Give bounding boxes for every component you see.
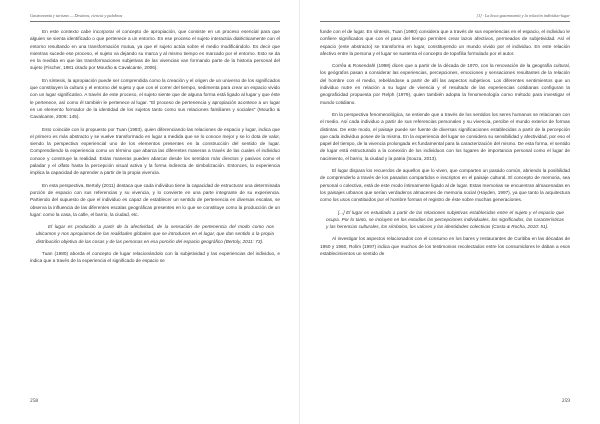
right-running-header: [1] · La boca gastronomía y la relación individuo-lugar [476, 13, 570, 18]
paragraph: Corrêa & Rosendahl (1998) dicen que a partir de la década de 1970, con la renovación de la geografía cultural, los geógrafos pasan a considerar las experiencias, percepciones, emociones y sensaciones resultantes de la relación del hombre con el medio, rebelándose a partir de allí las aspectos subjetivos. Los diferentes sentimientos que un individuo nutre en relación a su lugar de vivencia y el resultado de las experiencias cotidianas configuran la geograficidad propuesta por Relph (1979), quien también adopta la fenomenología como método para investigar el mundo cotidiano. [320, 63, 570, 105]
block-quote: El lugar es producido a partir de la afectividad, de la sensación de pertenencia del modo como nos ubicamos y nos apropiamos de las realidades globales que se introducen en el lugar, que dan sentido a la propia distribución objetiva de las cosas y de las personas en esa porción del espacio geográfico (Bertoly, 2011: 73). [36, 224, 274, 244]
paragraph: Esto coincide con lo propuesto por Tuan (1983), quien diferenciando las relaciones de espacio y lugar, indica que el primero es más abstracto y se vuelve transformado en lugar a medida que se lo conoce mejor y se lo dota de valor, siendo la perspectiva experiencial uno de los elementos presentes en la construcción del sentido de lugar. Comprendiendo la experiencia como un término que abarca las diferentes maneras a través de las cuales el individuo conoce y construye la realidad. Estas maneras pueden abarcar desde los sentidos más directos y pasivos como el paladar y el olfato hasta la percepción visual activa y la forma indirecta de simbolización. Entonces, la experiencia implica la capacidad de aprender a partir de la propia vivencia. [30, 126, 280, 176]
right-page-body [320, 28, 570, 384]
paragraph: funde con el de lugar. En síntesis, Tuan (1980) considera que a través de sus experiencias en el espacio, el individuo le confiere significados que con el paso del tiempo permiten crear lazos afectivos, permeados de subjetividad. Así el espacio (ente abstracto) se transforma en lugar, constituyendo un mundo vivido por el individuo. En este relación afectivo entre la persona y el lugar se sustenta el concepto de topofilia formulado por el autor. [320, 29, 570, 56]
paragraph: El lugar dispara los recuerdos de aquellos que lo viven, que comparten un pasado común, abriendo la posibilidad de comprenderlo a través de los pasados compartidos e inscriptos en el paisaje cultural. El concepto de memoria, sea personal o colectiva, está de este modo íntimamente ligado al de lugar. Estas memorias se encuentran almacenadas en los paisajes urbanos que serían verdaderos almacenes de memoria social (Hayden, 1997), ya que tanto la arquitectura como los usos constituidos por el hombre forman el registro de éste sobre muchas generaciones. [320, 168, 570, 203]
paragraph: Al investigar los aspectos relacionados con el consumo en los bares y restaurantes de Curitiba en las décadas de 1950 y 1960, Rolim (1997) indica que muchos de los testimonios recolectados entre los consumidores le daban a esos establecimientos un sentido de [320, 236, 570, 257]
left-page-number: 258 [30, 398, 39, 404]
paragraph: En la perspectiva fenomenológica, se entiende que a través de los sentidos los seres humanos se relacionan con el medio. Así cada individuo a partir de sus referencias personales y su vivencia, percibe el mundo exterior de formas distintas. De este modo, el paisaje puede ser fuente de diversas significaciones establecidas a partir de la percepción que cada individuo posee de la misma. En la experiencia del lugar se considera su sensibilidad y afectividad, por eso el papel del tiempo, de la vivencia prolongada es fundamental para la caracterización del mismo. De esta forma, el sentido de lugar está estructurado a la conexión de los individuos con los lugares de importancia personal como el lugar de nacimiento, el barrio, la ciudad y la patria (Souza, 2013). [320, 111, 570, 161]
left-page-body [30, 28, 280, 384]
right-page-number: 259 [561, 398, 570, 404]
left-header-rule [30, 21, 280, 22]
paragraph: En este contexto cabe incorporar el concepto de apropiación, que consiste en un proceso esencial para que alguien se sienta identificado o que pertenece a un entorno. En ese proceso el sujeto interactúa dialécticamente con el entorno resultando en una transformación mutua, ya que el sujeto actúa sobre el medio modificándolo. Es decir que mientras sucede ese proceso, el sujeto va dejando su marca y al mismo tiempo es marcado por el entorno. Esto se da en la medida en que las transformaciones subjetivas de las vivencias van formando parte de la historia personal del sujeto (Fischer, 1981 citado por Mourão & Cavalcante, 2006). [30, 29, 280, 71]
paragraph: Tuan (1980) aborda el concepto de lugar relacionándolo con la subjetividad y las experiencias del individuo, e indica que a través de la experiencia el significado de espacio se [30, 251, 280, 264]
right-page [300, 0, 600, 424]
paragraph: En síntesis, la apropiación puede ser comprendida como la creación y el origen de un universo de los significados que constituyen la cultura y el entorno del sujeto y que con el correr del tiempo, sedimenta para crear un espacio vivido con un lugar significativo. A través de este proceso, el sujeto siente que de alguna forma está ligado al lugar y que éste le pertenece, así como él también le pertenece al lugar. "El proceso de pertenencia y apropiación acontece a un lugar en un elemento formador de la identidad de los sujetos tanto como sus relaciones familiares y sociales" (Mourão & Cavalcante, 2006: 145). [30, 77, 280, 120]
block-quote: [...] El lugar es estudiado a partir de las relaciones subjetivas establecidas entre el sujeto y el espacio que ocupa. Por lo tanto, se incluyen en los estudios las percepciones individuales, los significados, las características y las herencias culturales, los símbolos, los valores y las identidades colectivas (Costa & Rocha, 2010: 51). [326, 209, 564, 230]
right-header-rule [320, 21, 570, 22]
paragraph: En esta perspectiva, Bertoly (2011) destaca que cada individuo tiene la capacidad de estructurar una determinada porción de espacio con sus referencias y su vivencia, y lo convierte en una parte integrante de su experiencia. Partiendo del supuesto de que el individuo es capaz de establecer un sentido de pertenencia en diversas escalas, se observa la influencia de las diferentes escalas geográficas presentes en lo que se constituye como la producción de un lugar: como la casa, la calle, el barrio, la ciudad, etc. [30, 182, 280, 217]
left-running-header: Gastronomía y turismo — Destinos, ciencia y palabras [30, 13, 123, 18]
